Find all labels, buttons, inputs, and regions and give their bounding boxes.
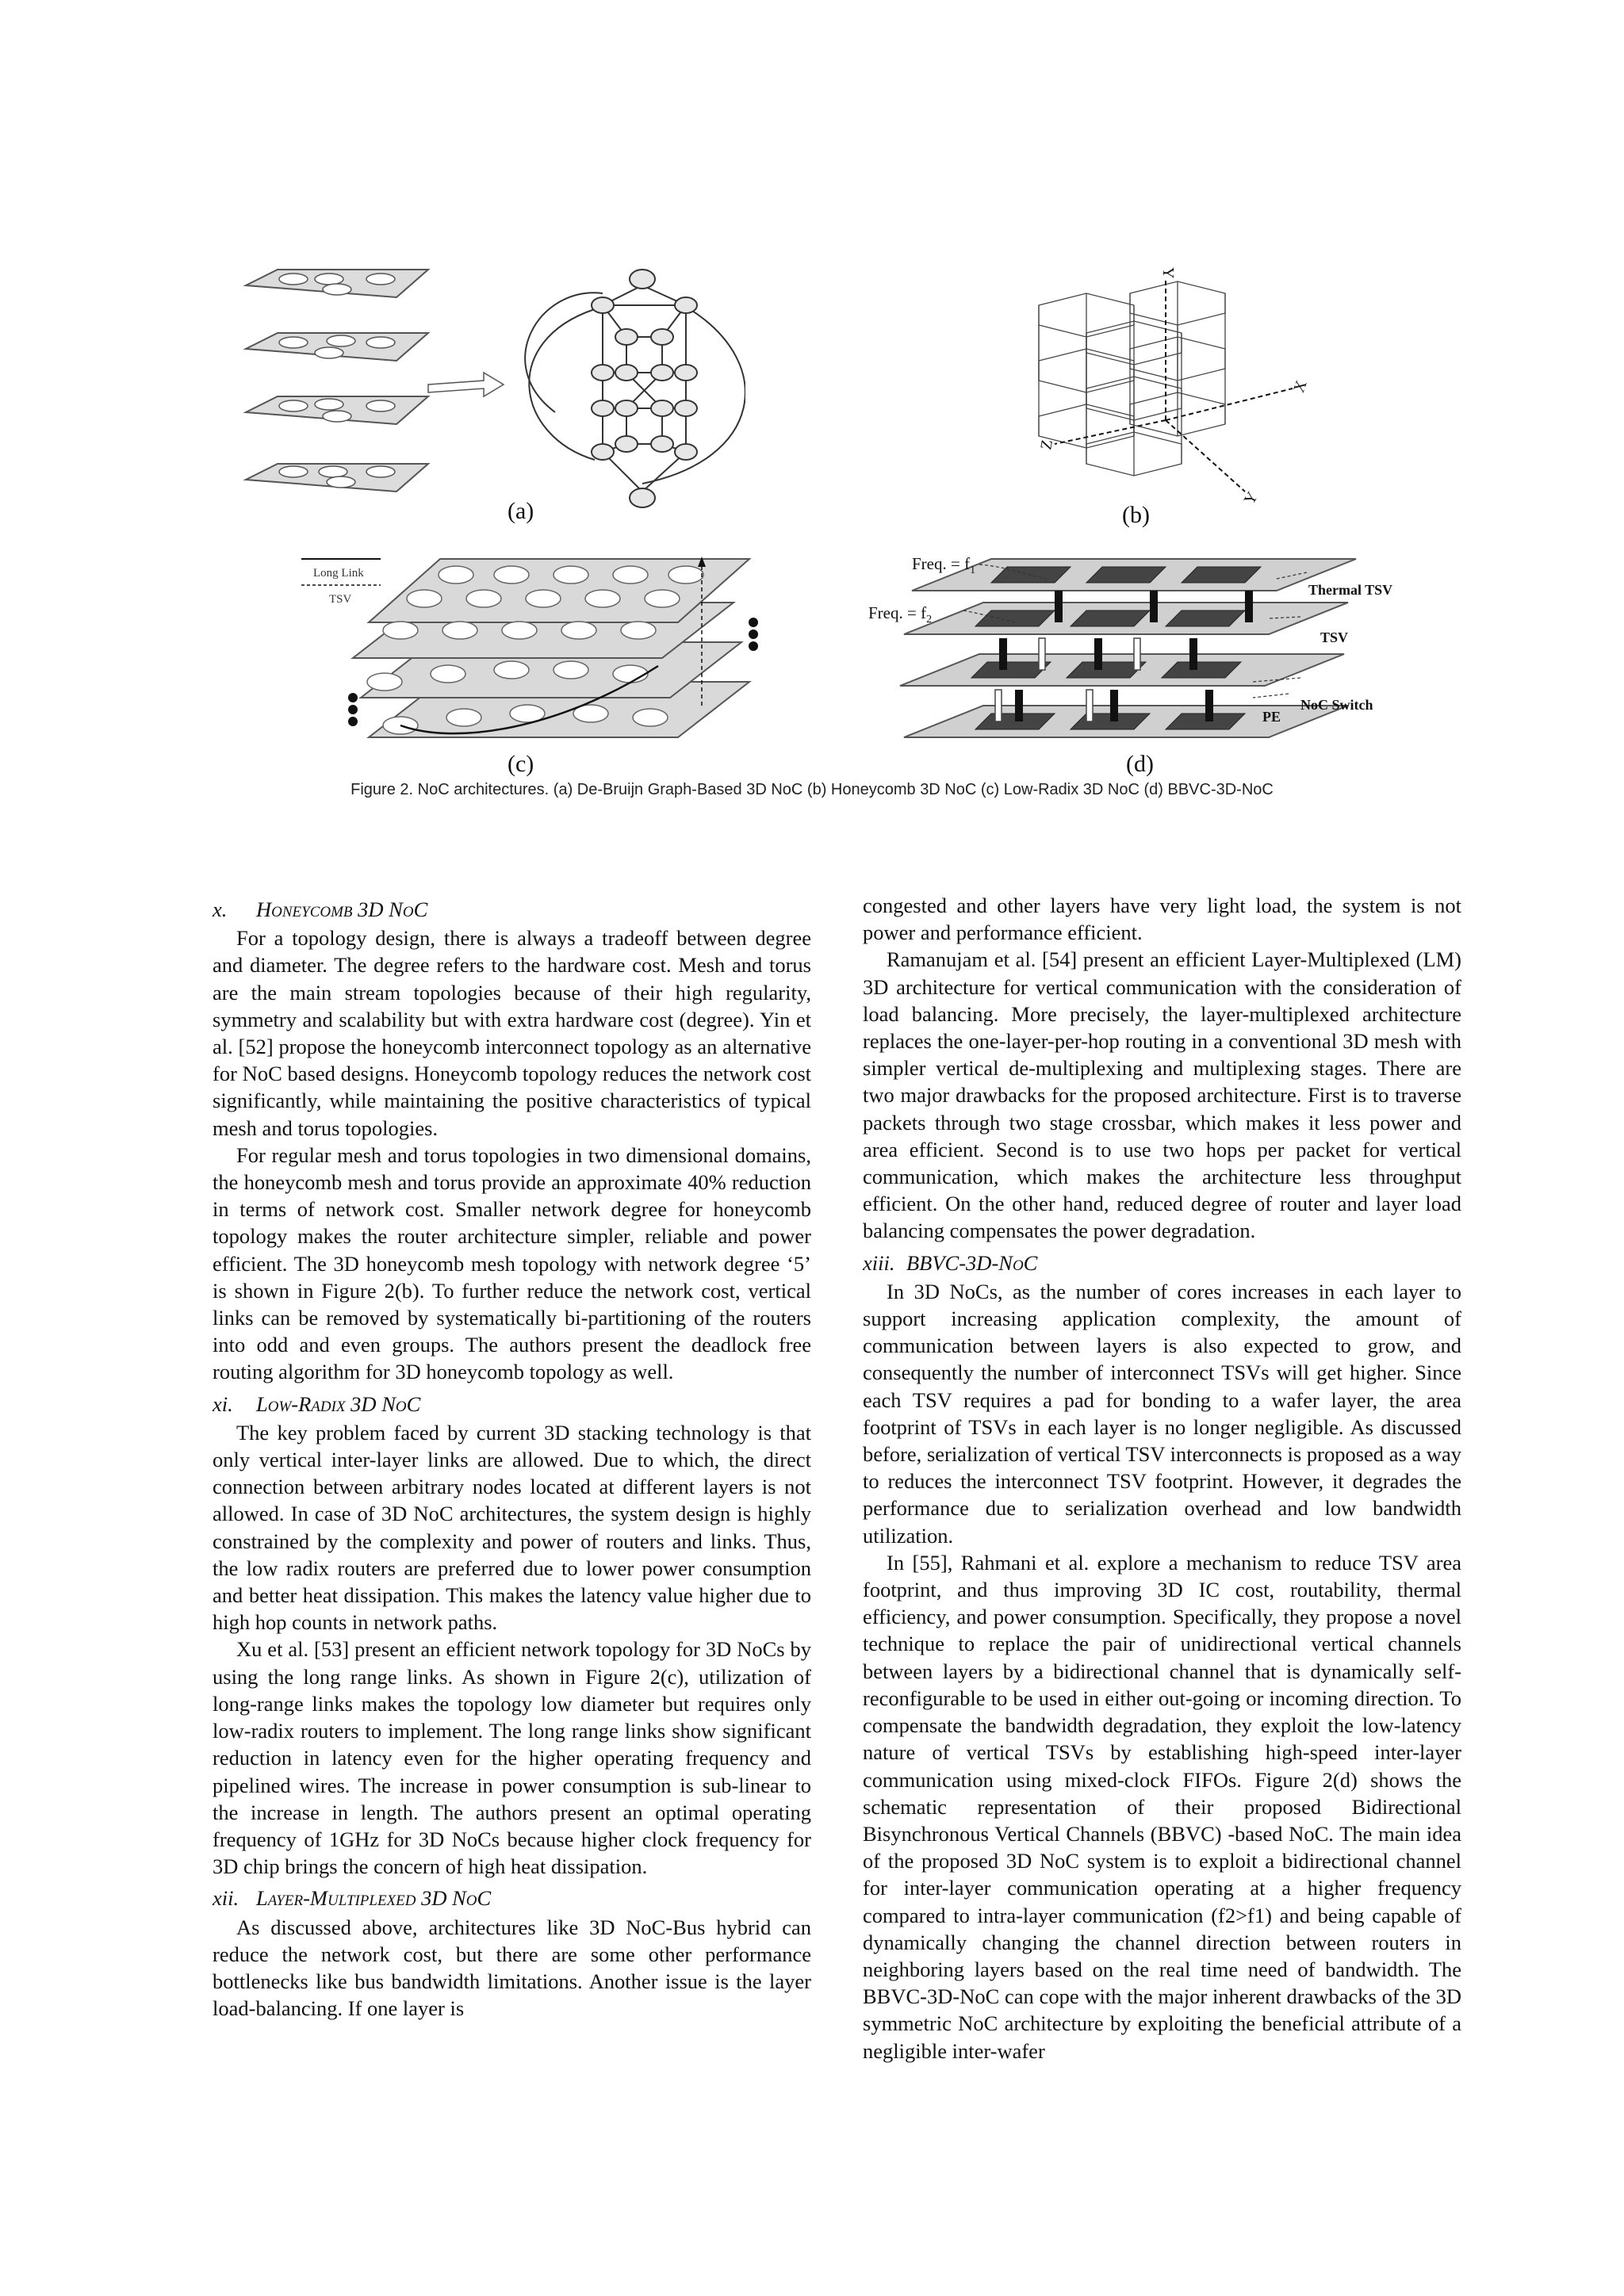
paragraph: For a topology design, there is always a tradeoff between degree and diameter. The degree refers to the hardware cost. Mesh and torus are the main stream topologies because of their high regularity, symmetry and scalability but with extra hardware cost (degree). Yin et al. [52] propose the honeycomb interconnect topology as an alternative for NoC based designs. Honeycomb topology reduces the network cost significantly, while maintaining the positive characteristics of typical mesh and torus topologies. — [213, 926, 811, 1140]
paragraph: In [55], Rahmani et al. explore a mechanism to reduce TSV area footprint, and thus improving 3D IC cost, routability, thermal efficiency, and power consumption. Specifically, they propose a novel technique to replace the pair of unidirectional vertical channels between layers by a bidirectional channel that is dynamically self-reconfigurable to be used in either out-going or incoming direction. To compensate the bandwidth degradation, they exploit the low-latency nature of vertical TSVs by establishing high-speed inter-layer communication using mixed-clock FIFOs. Figure 2(d) shows the schematic representation of their proposed Bidirectional Bisynchronous Vertical Channels (BBVC) -based NoC. The main idea of the proposed 3D NoC system is to exploit a bidirectional channel for inter-layer communication operating at a higher frequency compared to intra-layer communication (f2>f1) and being capable of dynamically changing the channel direction between routers in neighboring layers based on the real time need of bandwidth. The BBVC-3D-NoC can cope with the major inherent drawbacks of the 3D symmetric NoC architecture by exploiting the beneficial attribute of a negligible inter-wafer — [863, 1550, 1461, 2063]
panel-label-c: (c) — [508, 751, 534, 777]
legend-tsv: TSV — [329, 593, 352, 606]
section-heading-honeycomb: x. Honeycomb 3D NoC — [213, 897, 428, 921]
label-freq-f1: Freq. = $f_1$ — [912, 555, 976, 576]
paragraph: congested and other layers have very light load, the system is not power and performance efficient. — [863, 894, 1461, 945]
axis-label-y2: Y — [1240, 488, 1262, 508]
panel-label-d: (d) — [1126, 751, 1154, 777]
paragraph: In 3D NoCs, as the number of cores increases in each layer to support increasing application complexity, the amount of communication between layers is also expected to grow, and consequently the number of interconnect TSVs will get higher. Since each TSV requires a pad for bonding to a wafer layer, the area footprint of TSVs in each layer is no longer negligible. As discussed before, serialization of vertical TSV interconnects is proposed as a way to reduces the interconnect TSV footprint. However, it degrades the performance due to serialization overhead and low bandwidth utilization. — [863, 1279, 1461, 1548]
panel-c-diagram — [297, 547, 797, 753]
paragraph: Ramanujam et al. [54] present an efficient Layer-Multiplexed (LM) 3D architecture for vertical communication with the consideration of load balancing. More precisely, the layer-multiplexed architecture replaces the one-layer-per-hop routing in a conventional 3D mesh with simpler vertical de-multiplexing and multiplexing stages. There are two major drawbacks for the proposed architecture. First is to traverse packets through two stage crossbar, which makes it less power and area efficient. Second is to use two hops per packet for vertical communication, which makes the architecture less throughput efficient. On the other hand, reduced degree of router and layer load balancing compensates the power degradation. — [863, 947, 1461, 1243]
paragraph: For regular mesh and torus topologies in two dimensional domains, the honeycomb mesh and torus provide an approximate 40% reduction in terms of network cost. Smaller network degree for honeycomb topology makes the router architecture simpler, reliable and power efficient. The 3D honeycomb mesh topology with network degree ‘5’ is shown in Figure 2(b). To further reduce the network cost, vertical links can be removed by systematically bi-partitioning of the routers into odd and even groups. The authors present the deadlock free routing algorithm for 3D honeycomb topology as well. — [213, 1142, 811, 1384]
legend-long-link: Long Link — [313, 567, 364, 580]
legend-c — [301, 559, 381, 606]
right-column — [863, 892, 1461, 2064]
left-column — [213, 896, 811, 2022]
section-heading-layer-multiplexed: xii. Layer-Multiplexed 3D NoC — [213, 1886, 492, 1911]
paragraph: The key problem faced by current 3D stacking technology is that only vertical inter-layer links are allowed. Due to which, the direct connection between arbitrary nodes located at different layers is not allowed. In case of 3D NoC architectures, the system design is highly constrained by the complexity and power of routers and links. Thus, the low radix routers are preferred due to lower power consumption and better heat dissipation. This makes the latency value higher due to high hop counts in network paths. — [213, 1420, 811, 1635]
paragraph: As discussed above, architectures like 3D NoC-Bus hybrid can reduce the network cost, but there are some other performance bottlenecks like bus bandwidth limitations. Another issue is the layer load-balancing. If one layer is — [213, 1915, 811, 2021]
panel-d-diagram — [856, 555, 1443, 753]
paragraph: Xu et al. [53] present an efficient network topology for 3D NoCs by using the long range links. As shown in Figure 2(c), utilization of long-range links makes the topology low diameter but requires only low-radix routers to implement. The long range links show significant reduction in latency even for the higher operating frequency and pipelined wires. The increase in power consumption is sub-linear to the increase in length. The authors present an optimal operating frequency of 1GHz for 3D NoCs because higher clock frequency for 3D chip brings the concern of high heat dissipation. — [213, 1637, 811, 1879]
de-bruijn-graph — [508, 262, 745, 523]
figure-caption: Figure 2. NoC architectures. (a) De-Bruijn Graph-Based 3D NoC (b) Honeycomb 3D NoC (c) Low-Radix 3D NoC (d) BBVC-3D-NoC — [350, 781, 1274, 798]
panel-label-a: (a) — [508, 498, 534, 524]
label-thermal-tsv: Thermal TSV — [1308, 582, 1393, 598]
label-pe: PE — [1262, 709, 1281, 725]
panel-label-b: (b) — [1122, 502, 1150, 528]
section-heading-bbvc: xiii. BBVC-3D-NoC — [863, 1250, 1038, 1275]
section-heading-low-radix: xi. Low-Radix 3D NoC — [213, 1391, 421, 1416]
axis-label-y: Y — [1159, 267, 1177, 279]
panel-b-diagram — [952, 262, 1364, 515]
figure-2 — [0, 0, 1624, 825]
label-tsv: TSV — [1320, 629, 1349, 645]
axis-label-x: X — [1290, 378, 1311, 396]
label-freq-f2: Freq. = $f_2$ — [868, 603, 933, 626]
label-noc-switch: NoC Switch — [1300, 697, 1373, 713]
axis-label-z: Z — [1037, 438, 1057, 451]
